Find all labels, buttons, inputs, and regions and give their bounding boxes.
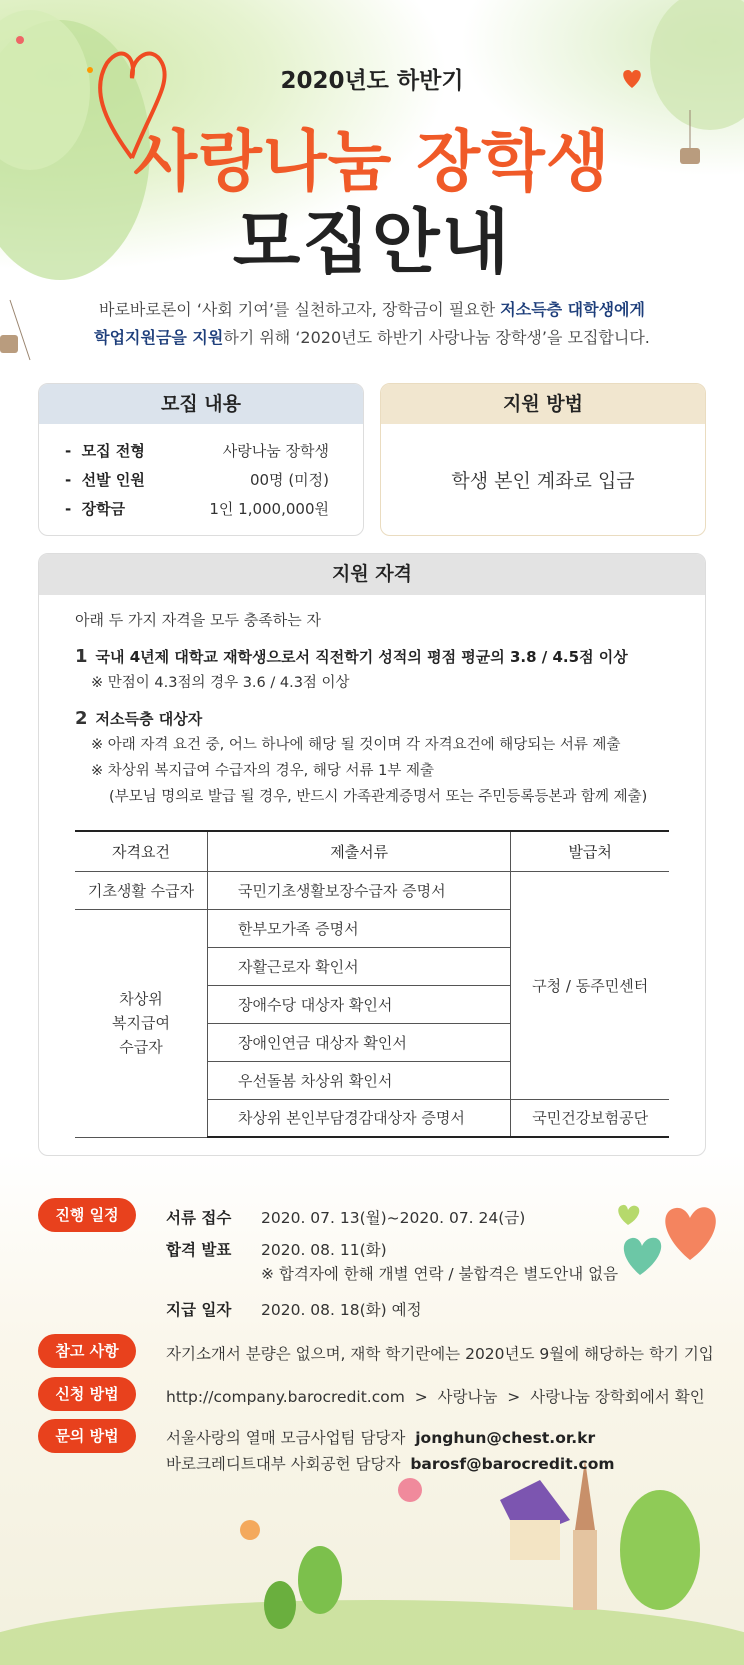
recruit-info-title: 모집 내용: [39, 384, 363, 424]
table-cell: 기초생활 수급자: [75, 871, 207, 909]
schedule-item-label: 지급 일자: [166, 1301, 232, 1319]
schedule-item-value: 2020. 08. 11(화): [261, 1241, 387, 1259]
schedule-label: 진행 일정: [38, 1198, 136, 1232]
eligibility-box: [38, 553, 706, 1156]
apply-text: http://company.barocredit.com > 사랑나눔 > 사랑나눔 장학회에서 확인: [166, 1388, 705, 1406]
support-method-text: 학생 본인 계좌로 입금: [451, 470, 635, 492]
recruit-info-box: [38, 383, 364, 536]
page-title: 사랑나눔 장학생: [133, 123, 611, 200]
table-cell: 구청 / 동주민센터: [511, 871, 669, 1099]
document-table: [75, 830, 669, 1138]
reference-text: 자기소개서 분량은 없으며, 재학 학기란에는 2020년도 9월에 해당하는 학기 기입: [166, 1345, 714, 1363]
eligibility-list: 1 국내 4년제 대학교 재학생으로서 직전학기 성적의 평점 평균의 3.8 / 4.5점 이상 ※ 만점이 4.3점의 경우 3.6 / 4.3점 이상 2 저소득층 대상자 ※ 아래 자격 요건 중, 어느 하나에 해당 될 것이며 각 자격요건에 해당되는 서류 제출 ※ 차상위 복지급여 수급자의 경우, 해당 서류 1부 제출 (부모님 명의로 발급 될 경우, 반드시 가족관계증명서 또는 주민등록등본과 함께 제출): [75, 646, 648, 805]
table-cell: 국민건강보험공단: [511, 1099, 669, 1137]
table-cell: 장애인연금 대상자 확인서: [207, 1023, 510, 1061]
table-cell: 한부모가족 증명서: [207, 909, 510, 947]
schedule-item-value: 2020. 07. 13(월)~2020. 07. 24(금): [261, 1209, 526, 1227]
page-title-second-line: 모집안내: [232, 201, 512, 283]
recruit-row: - 모집 전형 사랑나눔 장학생: [65, 442, 329, 460]
village-illustration: [0, 1460, 744, 1665]
table-cell: 장애수당 대상자 확인서: [207, 985, 510, 1023]
table-cell: 차상위 복지급여 수급자: [75, 909, 207, 1137]
table-header: 제출서류: [207, 831, 510, 871]
heart-balloons-illustration: [610, 1180, 725, 1280]
contact-line: 바로크레디트대부 사회공헌 담당자 barosf@barocredit.com: [166, 1455, 615, 1473]
schedule-item-note: ※ 합격자에 한해 개별 연락 / 불합격은 별도안내 없음: [261, 1265, 619, 1283]
recruit-row: - 장학금 1인 1,000,000원: [65, 500, 329, 518]
apply-label: 신청 방법: [38, 1377, 136, 1411]
contact-label: 문의 방법: [38, 1419, 136, 1453]
reference-label: 참고 사항: [38, 1334, 136, 1368]
support-method-box: [380, 383, 706, 536]
contact-email[interactable]: barosf@barocredit.com: [410, 1455, 615, 1473]
table-cell: 자활근로자 확인서: [207, 947, 510, 985]
intro-text: 바로바로론이 ‘사회 기여’를 실천하고자, 장학금이 필요한 저소득층 대학생에게 학업지원금을 지원하기 위해 ‘2020년도 하반기 사랑나눔 장학생’을 모집합니다.: [94, 300, 650, 347]
table-cell: 차상위 본인부담경감대상자 증명서: [207, 1099, 510, 1137]
recruit-row: - 선발 인원 00명 (미정): [65, 471, 329, 489]
contact-line: 서울사랑의 열매 모금사업팀 담당자 jonghun@chest.or.kr: [166, 1429, 596, 1447]
contact-email[interactable]: jonghun@chest.or.kr: [415, 1429, 596, 1447]
eligibility-intro: 아래 두 가지 자격을 모두 충족하는 자: [75, 611, 321, 629]
table-row: [75, 871, 669, 909]
eligibility-title: 지원 자격: [39, 554, 705, 595]
table-cell: 국민기초생활보장수급자 증명서: [207, 871, 510, 909]
schedule-item-label: 합격 발표: [166, 1241, 232, 1259]
table-header: 자격요건: [75, 831, 207, 871]
page-subtitle: 2020년도 하반기: [280, 68, 464, 94]
schedule-item-label: 서류 접수: [166, 1209, 232, 1227]
support-method-title: 지원 방법: [381, 384, 705, 424]
table-header: 발급처: [511, 831, 669, 871]
schedule-item-value: 2020. 08. 18(화) 예정: [261, 1301, 422, 1319]
table-cell: 우선돌봄 차상위 확인서: [207, 1061, 510, 1099]
